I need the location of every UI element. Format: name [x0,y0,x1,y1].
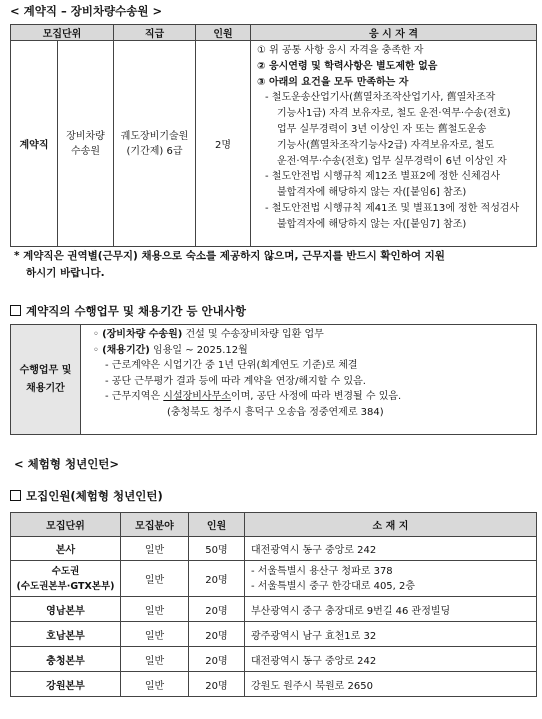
section2-title-wrap [10,303,246,319]
intern-count: 50명 [189,537,245,561]
intern-unit: 본사 [11,537,121,561]
intern-unit: 영남본부 [11,597,121,622]
intern-field: 일반 [121,622,189,647]
duty-line: (충청북도 청주시 흥덕구 오송읍 정중연제로 384) [167,406,384,418]
table-row [11,647,537,672]
note-line-2: 하시기 바랍니다. [26,267,105,279]
intern-header-address: 소 재 지 [245,513,537,537]
intern-address: 부산광역시 중구 충장대로 9번길 46 관정빌딩 [245,597,537,622]
cell-unit: 계약직 [11,41,58,247]
intern-count: 20명 [189,647,245,672]
duty-line: - 공단 근무평가 결과 등에 따라 계약을 연장/해지할 수 있음. [105,375,366,387]
qual-line: ① 위 공통 사항 응시 자격을 충족한 자 [257,45,424,56]
qual-line: 기능사(舊열차조작기능사2급) 자격보유자로, 철도 [277,139,495,151]
intern-address: 광주광역시 남구 효천1로 32 [245,622,537,647]
intern-header-count: 인원 [189,513,245,537]
qual-line: - 철도안전법 시행규칙 제12조 별표2에 정한 신체검사 [265,171,500,183]
section3-subtitle: 모집인원(체험형 청년인턴) [26,489,163,503]
checkbox-square-icon [10,490,21,501]
qual-line: 운전·역무·수송(전호) 업무 실무경력이 6년 이상인 자 [277,155,507,167]
cell-dept: 장비차량 수송원 [58,41,114,247]
intern-field: 일반 [121,597,189,622]
qual-line: 불합격자에 해당하지 않는 자([붙임7] 참조) [277,218,467,230]
intern-unit: 강원본부 [11,672,121,697]
qual-line: - 철도안전법 시행규칙 제41조 및 별표13에 정한 적성검사 [265,202,520,214]
header-rank: 직급 [114,25,196,41]
header-count: 인원 [196,25,251,41]
intern-address: - 서울특별시 용산구 청파로 378 - 서울특별시 중구 한강대로 405, 2층 [245,561,537,597]
qual-line: ③ 아래의 요건을 모두 만족하는 자 [257,76,409,88]
duty-line: ◦ (장비차량 수송원) 건설 및 수송장비차량 입환 업무 [93,329,324,340]
duty-line: ◦ (채용기간) 임용일 ~ 2025.12월 [93,344,248,356]
duty-label: 수행업무 및 채용기간 [11,325,81,435]
intern-address: 대전광역시 동구 중앙로 242 [245,647,537,672]
cell-qualifications [251,41,537,247]
qual-line: ② 응시연령 및 학력사항은 별도제한 없음 [257,60,438,72]
duty-content [81,325,537,435]
intern-count: 20명 [189,672,245,697]
table-row [11,622,537,647]
section1-title: < 계약직 – 장비차량수송원 > [10,4,163,18]
intern-unit: 호남본부 [11,622,121,647]
section3-title: < 체험형 청년인턴> [14,457,120,471]
qual-line: - 철도운송산업기사(舊열차조작산업기사, 舊열차조작 [265,92,496,104]
intern-address: 강원도 원주시 북원로 2650 [245,672,537,697]
intern-count: 20명 [189,597,245,622]
qual-line: 기능사1급) 자격 보유자로, 철도 운전·역무·수송(전호) [277,108,511,120]
intern-header-unit: 모집단위 [11,513,121,537]
contract-qualification-table [10,24,537,247]
table-row [11,672,537,697]
intern-header-field: 모집분야 [121,513,189,537]
intern-count: 20명 [189,622,245,647]
table-row [11,597,537,622]
cell-rank: 궤도장비기술원 (기간제) 6급 [114,41,196,247]
intern-table [10,512,537,697]
intern-field: 일반 [121,561,189,597]
contract-note [14,248,445,282]
header-unit: 모집단위 [11,25,114,41]
intern-field: 일반 [121,537,189,561]
duty-line: - 근무지역은 시설장비사무소이며, 공단 사정에 따라 변경될 수 있음. [105,391,402,403]
intern-field: 일반 [121,647,189,672]
header-qualification: 응 시 자 격 [251,25,537,41]
duty-table [10,324,537,435]
intern-address: 대전광역시 동구 중앙로 242 [245,537,537,561]
intern-unit: 충청본부 [11,647,121,672]
qual-line: 업무 실무경력이 3년 이상인 자 또는 舊철도운송 [277,123,487,135]
table-row [11,537,537,561]
intern-unit: 수도권 (수도권본부·GTX본부) [11,561,121,597]
section3-subtitle-wrap [10,488,163,504]
section2-title: 계약직의 수행업무 및 채용기간 등 안내사항 [26,304,246,318]
intern-count: 20명 [189,561,245,597]
intern-field: 일반 [121,672,189,697]
note-line-1: * 계약직은 권역별(근무지) 채용으로 숙소를 제공하지 않으며, 근무지를 반드시 확인하여 지원 [14,250,445,262]
duty-line: - 근로계약은 시업기간 중 1년 단위(회계연도 기준)로 체결 [105,360,358,372]
qual-line: 불합격자에 해당하지 않는 자([붙임6] 참조) [277,187,467,199]
checkbox-square-icon [10,305,21,316]
cell-count: 2명 [196,41,251,247]
table-row [11,561,537,597]
